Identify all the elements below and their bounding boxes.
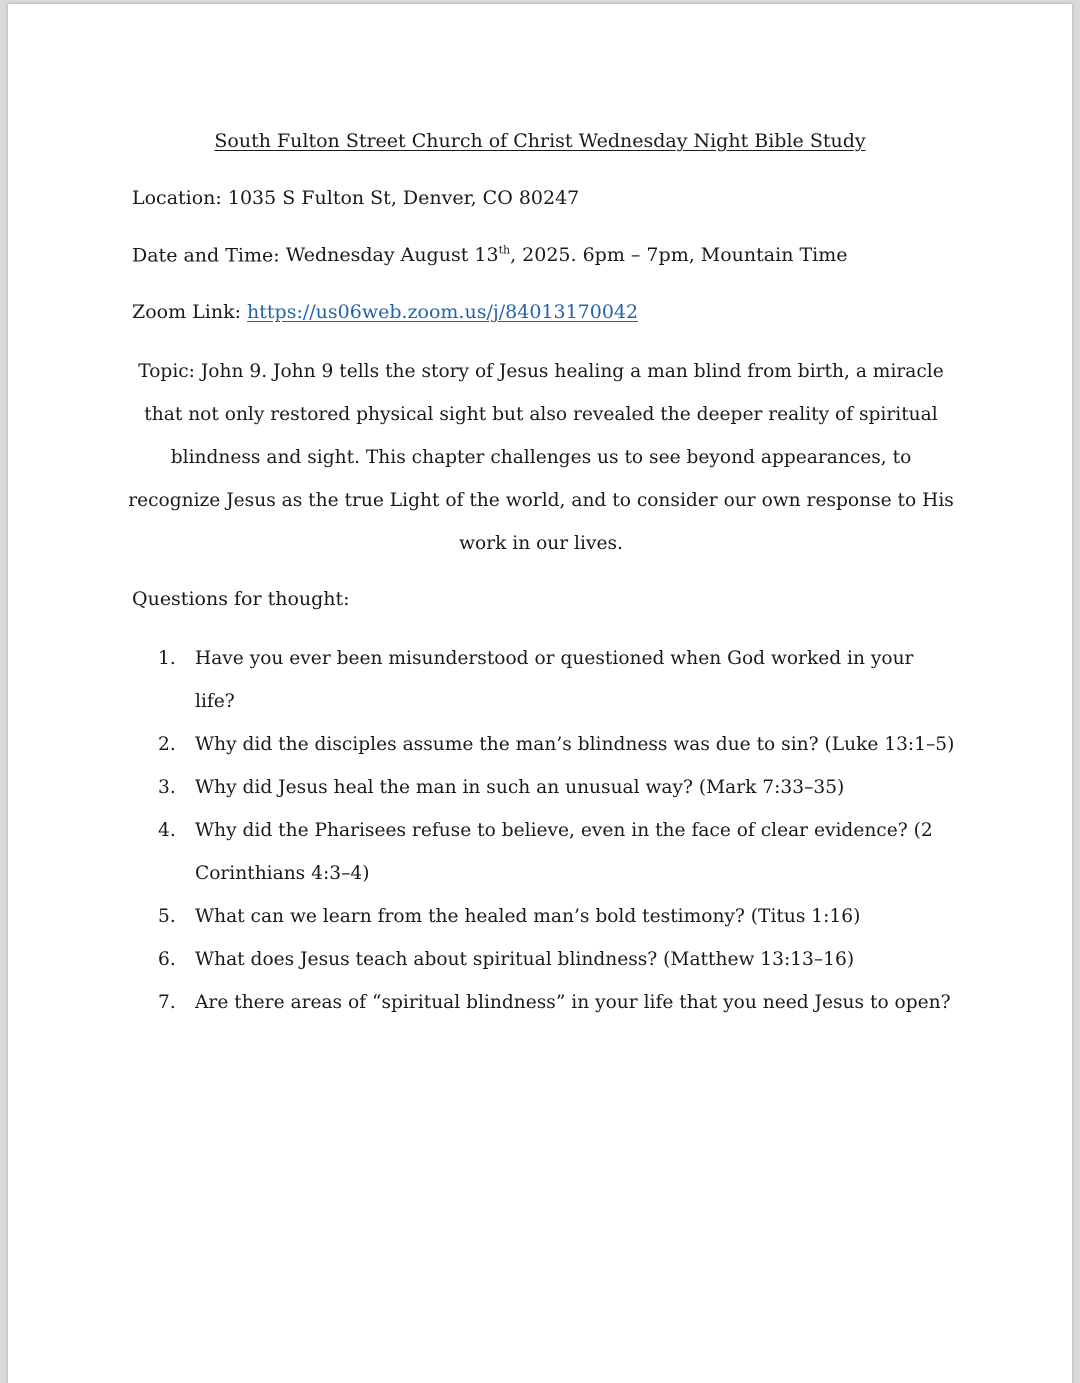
question-text: Why did the Pharisees refuse to believe, even in the face of clear evidence? (2 Corinthians 4:3–4) (195, 820, 933, 884)
zoom-link[interactable]: https://us06web.zoom.us/j/84013170042 (247, 301, 639, 323)
questions-heading: Questions for thought: (132, 588, 350, 610)
question-text: What can we learn from the healed man’s bold testimony? (Titus 1:16) (195, 906, 861, 927)
location-line (132, 187, 579, 209)
list-number: 3. (158, 777, 176, 798)
question-text: Why did the disciples assume the man’s blindness was due to sin? (Luke 13:1–5) (195, 734, 955, 755)
questions-list (158, 637, 958, 1024)
datetime-time: , 2025. 6pm – 7pm, Mountain Time (510, 244, 848, 267)
location-value: 1035 S Fulton St, Denver, CO 80247 (227, 187, 580, 209)
list-number: 4. (158, 820, 176, 841)
datetime-date: Wednesday August 13 (285, 244, 499, 267)
location-label: Location: (132, 187, 222, 209)
document-page (8, 4, 1072, 1383)
list-item (158, 766, 958, 809)
list-item (158, 981, 958, 1024)
list-item (158, 809, 958, 895)
datetime-value (286, 244, 848, 266)
question-text: Have you ever been misunderstood or questioned when God worked in your life? (195, 648, 914, 712)
list-number: 1. (158, 648, 176, 669)
question-text: What does Jesus teach about spiritual blindness? (Matthew 13:13–16) (195, 949, 855, 970)
list-number: 6. (158, 949, 176, 970)
zoom-label: Zoom Link: (132, 301, 241, 323)
datetime-ordinal: th (498, 244, 511, 257)
list-item (158, 938, 958, 981)
question-text: Why did Jesus heal the man in such an unusual way? (Mark 7:33–35) (195, 777, 845, 798)
datetime-line (132, 244, 847, 266)
list-number: 7. (158, 992, 176, 1013)
document-title: South Fulton Street Church of Christ Wednesday Night Bible Study (214, 130, 866, 152)
zoom-line (132, 301, 638, 323)
list-item (158, 637, 958, 723)
topic-paragraph: Topic: John 9. John 9 tells the story of Jesus healing a man blind from birth, a miracle that not only restored physical sight but also revealed the deeper reality of spiritual blindness and sight. This chapter challenges us to see beyond appearances, to recognize Jesus as the true Light of the world, and to consider our own response to His work in our lives. (128, 361, 954, 554)
list-number: 5. (158, 906, 176, 927)
datetime-label: Date and Time: (132, 244, 280, 267)
list-item (158, 895, 958, 938)
list-number: 2. (158, 734, 176, 755)
list-item (158, 723, 958, 766)
question-text: Are there areas of “spiritual blindness” in your life that you need Jesus to open? (195, 992, 951, 1013)
